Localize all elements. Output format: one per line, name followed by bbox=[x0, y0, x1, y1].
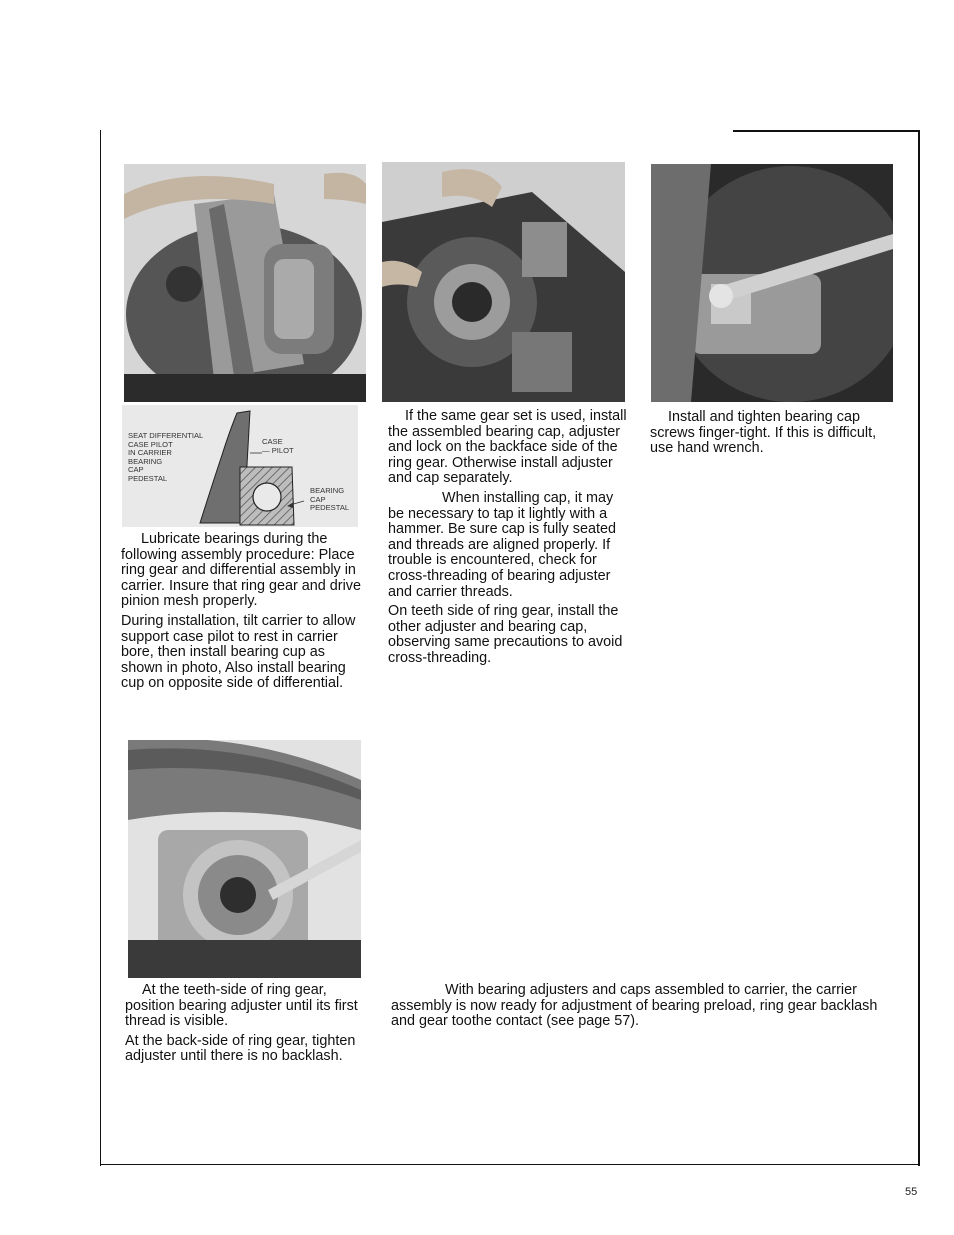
bottom-frame-rule bbox=[100, 1164, 920, 1165]
photo-wrench-graphic bbox=[651, 164, 893, 402]
photo-bearing-adjuster bbox=[128, 740, 361, 978]
column1-paragraph-1: Lubricate bearings during the following assembly procedure: Place ring gear and differential assembly in carrier. Insure that ring gear and drive pinion mesh properly. bbox=[121, 531, 361, 610]
diagram-case-pilot-seat bbox=[122, 405, 358, 527]
photo-differential-graphic bbox=[124, 164, 366, 402]
right-frame-rule bbox=[918, 130, 920, 1166]
column2-paragraph-3: On teeth side of ring gear, install the other adjuster and bearing cap, observing same precautions to avoid cross-threading. bbox=[388, 603, 623, 666]
diagram-label-seat: SEAT DIFFERENTIAL CASE PILOT IN CARRIER BEARING CAP PEDESTAL bbox=[128, 431, 204, 483]
diagram-label-case-pilot: CASE — PILOT bbox=[262, 437, 294, 455]
page-number: 55 bbox=[905, 1186, 918, 1198]
column3-text bbox=[650, 410, 890, 461]
diagram-label-bearing-cap-pedestal: BEARING CAP PEDESTAL bbox=[310, 486, 350, 513]
bottom-left-text bbox=[125, 983, 365, 1069]
bottom-right-paragraph-1: With bearing adjusters and caps assembled to carrier, the carrier assembly is now ready for adjustment of bearing preload, ring gear backlash and gear toothe contact (see page 57). bbox=[391, 982, 878, 1030]
column3-paragraph-1: Install and tighten bearing cap screws finger-tight. If this is difficult, use hand wrench. bbox=[650, 409, 877, 457]
left-frame-rule bbox=[100, 130, 101, 1166]
column1-paragraph-2: During installation, tilt carrier to allow support case pilot to rest in carrier bore, then install bearing cup as shown in photo, Also install bearing cup on opposite side of differential. bbox=[121, 612, 356, 692]
column2-paragraph-2: When installing cap, it may be necessary to tap it lightly with a hammer. Be sure cap is fully seated and threads are aligned properly. If trouble is encountered, check for cross-threading of bearing adjuster and carrier threads. bbox=[388, 489, 616, 600]
bottom-right-text bbox=[391, 983, 881, 1034]
column2-text bbox=[388, 409, 633, 671]
bottom-left-paragraph-1: At the teeth-side of ring gear, position bearing adjuster until its first thread is visible. bbox=[125, 982, 358, 1030]
photo-bearing-cap-install bbox=[382, 162, 625, 402]
column2-paragraph-1: If the same gear set is used, install the assembled bearing cap, adjuster and lock on the backface side of the ring gear. Otherwise install adjuster and cap separately. bbox=[388, 408, 627, 487]
top-right-rule bbox=[733, 130, 919, 132]
photo-bearing-cap-graphic bbox=[382, 162, 625, 402]
photo-adjuster-graphic bbox=[128, 740, 361, 978]
column1-text bbox=[121, 532, 364, 696]
photo-tighten-cap-screws bbox=[651, 164, 893, 402]
bottom-left-paragraph-2: At the back-side of ring gear, tighten adjuster until there is no backlash. bbox=[125, 1032, 356, 1065]
photo-differential-in-carrier bbox=[124, 164, 366, 402]
